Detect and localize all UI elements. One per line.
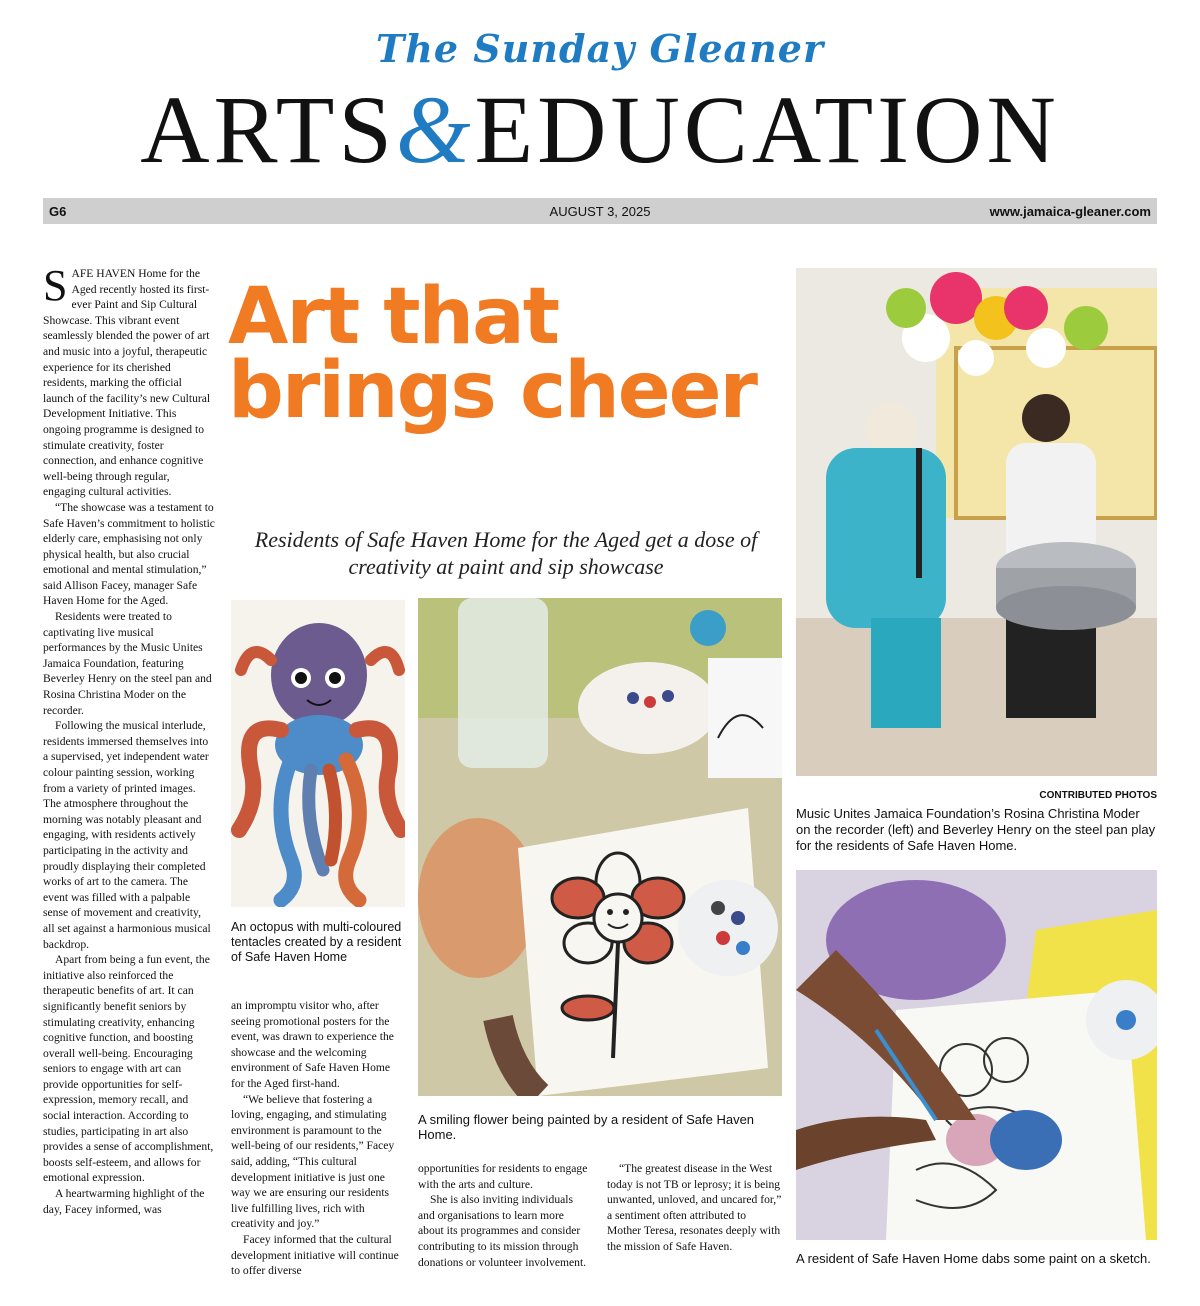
paragraph: A heartwarming highlight of the day, Facey informed, was: [43, 1187, 205, 1216]
paragraph: She is also inviting individuals and organisations to learn more about its programmes and consider contributing to its mission through donations or volunteer involvement.: [418, 1193, 587, 1269]
paragraph: “We believe that fostering a loving, engaging, and stimulating environment is paramount to the well-being of our residents,” Facey said, adding, “This cultural development initiative is just one way we are ensuring our residents live fulfilling lives, rich with creativity and joy.”: [231, 1092, 395, 1231]
octopus-painting-image: [231, 600, 405, 907]
article-column-1: [43, 261, 215, 1217]
section-title-ampersand: &: [395, 76, 475, 183]
section-title-right: EDUCATION: [474, 76, 1060, 183]
section-title-left: ARTS: [140, 76, 396, 183]
flower-painting-image: [418, 598, 782, 1096]
sketch-caption: A resident of Safe Haven Home dabs some paint on a sketch.: [796, 1251, 1151, 1266]
paragraph: Facey informed that the cultural development initiative will continue to offer diverse: [231, 1232, 399, 1278]
musicians-photo: [796, 268, 1157, 776]
paragraph: SAFE HAVEN Home for the Aged recently hosted its first-ever Paint and Sip Cultural Showcase. This vibrant event seamlessly blended the power of art and music into a joyful, therapeutic experience for its cherished residents, marking the official launch of the facility’s new Cultural Development Initiative. This ongoing programme is designed to stimulate creativity, foster connection, and enhance cognitive well-being through regular, engaging cultural activities.: [43, 261, 211, 499]
deck-subheadline: Residents of Safe Haven Home for the Aged get a dose of creativity at paint and sip showcase: [254, 527, 758, 579]
paragraph: Apart from being a fun event, the initiative also reinforced the therapeutic benefits of art. It can significantly benefit seniors by stimulating creativity, enhancing cognitive function, and boosting overall well-being. Encouraging seniors to engage with art can provide opportunities for self-expression, memory recall, and social interaction. According to studies, participating in art also provides a sense of accomplishment, boosts self-esteem, and allows for emotional expression.: [43, 953, 214, 1185]
sketch-photo: [796, 870, 1157, 1240]
sketch-painting-image: [796, 870, 1157, 1240]
page-info-bar: [43, 198, 1157, 224]
musicians-image: [796, 268, 1157, 776]
issue-date: AUGUST 3, 2025: [549, 203, 651, 219]
flower-caption: A smiling flower being painted by a resident of Safe Haven Home.: [418, 1112, 755, 1142]
section-title: [0, 76, 1200, 183]
photo-credit: CONTRIBUTED PHOTOS: [1039, 790, 1157, 801]
octopus-caption: An octopus with multi-coloured tentacles created by a resident of Safe Haven Home: [231, 920, 402, 964]
masthead-brand: The Sunday Gleaner: [375, 26, 825, 71]
headline-line-1: Art that: [228, 272, 559, 362]
flower-photo: [418, 598, 782, 1096]
drop-cap: S: [43, 261, 68, 310]
paragraph: Residents were treated to captivating live musical performances by the Music Unites Jamaica Foundation, featuring Beverley Henry on the steel pan and Rosina Christina Moder on the recorder.: [43, 610, 212, 717]
headline-line-2: brings cheer: [228, 346, 757, 436]
article-column-4: [607, 1161, 782, 1255]
paragraph: “The showcase was a testament to Safe Haven’s commitment to holistic elderly care, emphasising not only physical health, but also crucial emotional and mental stimulation,” said Allison Facey, manager Safe Haven Home for the Aged.: [43, 500, 215, 608]
octopus-photo: [231, 600, 405, 907]
page-number: G6: [49, 203, 67, 219]
headline: [228, 272, 788, 436]
paragraph: an impromptu visitor who, after seeing promotional posters for the event, was drawn to experience the showcase and the welcoming environment of Safe Haven Home for the Aged first-hand.: [231, 999, 394, 1090]
musicians-caption: Music Unites Jamaica Foundation’s Rosina Christina Moder on the recorder (left) and Beverley Henry on the steel pan play for the residents of Safe Haven Home.: [796, 806, 1156, 853]
paragraph: Following the musical interlude, residents immersed themselves into a supervised, yet independent water colour painting session, working from a variety of printed images. The atmosphere throughout the morning was notably pleasant and engaging, with residents actively participating in the activity and proudly displaying their completed works of art to the camera. The event was filled with a palpable sense of movement and creativity, all set against a harmonious musical backdrop.: [43, 719, 211, 951]
website-link[interactable]: www.jamaica-gleaner.com: [989, 203, 1151, 219]
paragraph: “The greatest disease in the West today is not TB or leprosy; it is being unwanted, unloved, and uncared for,” a sentiment often attributed to Mother Teresa, resonates deeply with the mission of Safe Haven.: [607, 1162, 782, 1253]
article-column-2: [231, 998, 405, 1279]
article-column-3: [418, 1161, 590, 1270]
paragraph: opportunities for residents to engage with the arts and culture.: [418, 1162, 588, 1191]
